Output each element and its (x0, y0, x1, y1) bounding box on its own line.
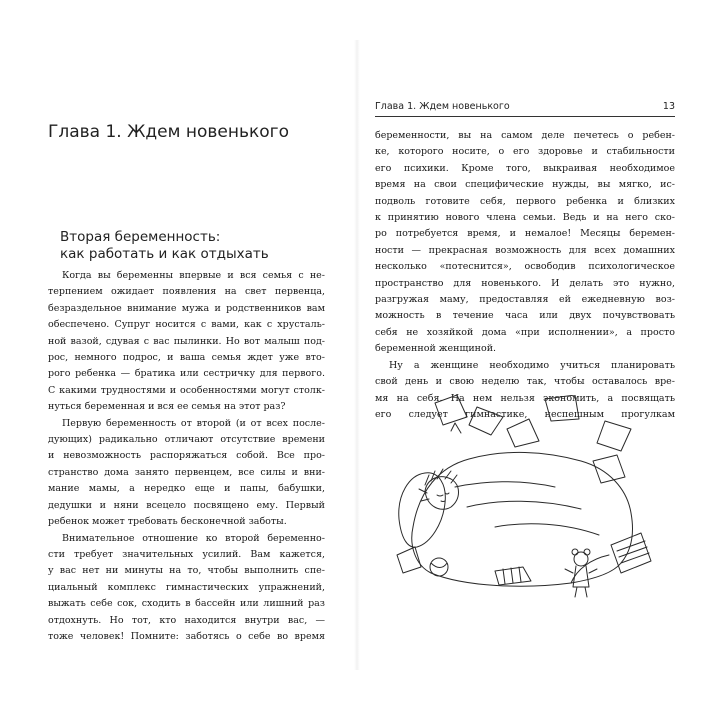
page-number: 13 (662, 101, 675, 112)
text-line: беременности, вы на самом деле печетесь о ребен- (375, 130, 675, 141)
text-line: беременной женщиной. (375, 343, 497, 355)
text-line: несколько «потеснится», освободив психологическое (375, 261, 675, 273)
text-line: и невозможность распоряжаться собой. Все про- (48, 450, 325, 462)
text-line: ребенок может требовать бесконечной заботы. (48, 516, 287, 528)
text-line: отдохнуть. Но тот, кто находится внутри вас, — (48, 614, 325, 626)
text-line: его следует гимнастике, неспешным прогулкам (375, 408, 675, 420)
text-line: безраздельное внимание мужа и родственников вам (48, 302, 325, 314)
section-title-line-2: как работать и как отдыхать (60, 246, 269, 262)
text-line: его психики. Кроме того, выкраивая необходимое (375, 162, 675, 174)
text-line: время на свои специфические нужды, вы мягко, ис- (375, 179, 675, 191)
text-line: обеспечено. Супруг носится с вами, как с хрусталь- (48, 319, 325, 331)
text-line: ности — прекрасная возможность для всех домашних (375, 244, 675, 256)
text-line: можность в течение часа или двух почувствовать (375, 310, 675, 322)
running-head-title: Глава 1. Ждем новенького (375, 101, 510, 112)
text-line: Первую беременность от второй (и от всех после- (62, 417, 325, 429)
text-line: ной вазой, сдувая с вас пылинки. Но вот малыш под- (48, 335, 325, 347)
text-line: мание мамы, а нередко еще и папы, бабушки, (48, 483, 325, 495)
text-line: рос, немного подрос, и ваша семья ждет уже вто- (48, 352, 325, 364)
text-line: выжать себе сок, сходить в бассейн или лишний раз (48, 598, 325, 610)
text-line: тоже человек! Помните: заботясь о себе во время (48, 630, 325, 642)
chapter-title: Глава 1. Ждем новенького (48, 122, 289, 142)
text-line: Ну а женщине необходимо учиться планировать (389, 359, 675, 371)
right-body-text (375, 128, 675, 423)
text-line: терпением ожидает появления на свет первенца, (48, 286, 325, 298)
text-line: ро потребуется время, и немалое! Месяцы беремен- (375, 228, 675, 240)
text-line: сти требует значительных усилий. Вам кажется, (48, 548, 325, 560)
text-line: циальный комплекс гимнастических упражнений, (48, 581, 325, 593)
text-line: себя не хозяйкой дома «при исполнении», а просто (375, 326, 675, 338)
text-line: свой день и свою неделю так, чтобы оставалось вре- (375, 376, 675, 388)
section-title (60, 229, 269, 263)
text-line: Внимательное отношение ко второй беременно- (62, 532, 325, 544)
running-head (375, 101, 675, 117)
section-title-line-1: Вторая беременность: (60, 229, 221, 245)
text-line: нуться беременная и вся ее семья на этот раз? (48, 401, 286, 413)
text-line: разгружая маму, предоставляя ей ежедневную воз- (375, 294, 675, 306)
text-line: пространство для новенького. И делать это нужно, (375, 277, 675, 289)
text-line: к принятию нового члена семьи. Ведь и на него ско- (375, 212, 675, 224)
text-line: Когда вы беременны впервые и вся семья с не- (62, 270, 325, 281)
text-line: у вас нет ни минуты на то, чтобы выполнить спе- (48, 565, 325, 577)
left-body-text (48, 268, 325, 645)
text-line: дедушки и няни всецело посвящено ему. Первый (48, 499, 325, 511)
right-page (357, 0, 714, 714)
text-line: рого ребенка — братика или сестричку для первого. (48, 368, 325, 380)
text-line: подволь готовите себя, первого ребенка и близких (375, 195, 675, 207)
sleeping-child-illustration (395, 395, 655, 605)
text-line: С какими трудностями и особенностями могут столк- (48, 384, 325, 396)
text-line: странство дома занято первенцем, все силы и вни- (48, 466, 325, 478)
text-line: мя на себя. На нем нельзя экономить, а посвящать (375, 392, 675, 404)
text-line: ке, которого носите, о его здоровье и стабильности (375, 146, 675, 158)
text-line: дующих) радикально отличают отсутствие времени (48, 434, 325, 446)
